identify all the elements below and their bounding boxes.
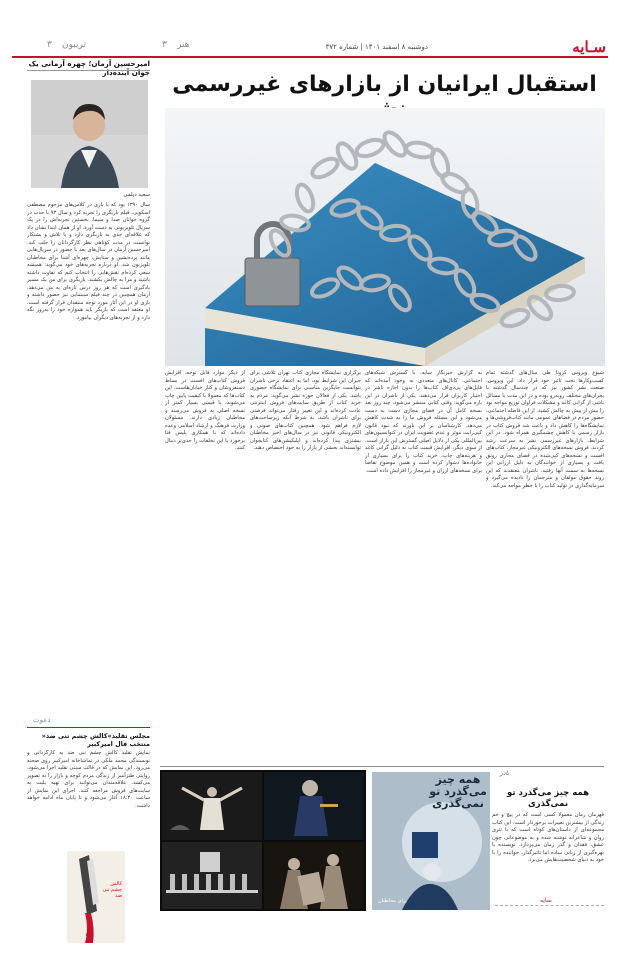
chained-book-illustration — [165, 108, 605, 366]
hero-image-chained-book — [165, 108, 605, 366]
book-review-body: قهرمان رمان معمولا کسی است که در پیچ و خم زندگی از بیشترین تغییرات برخوردار است. این کتاب مجموعه‌ای از داستان‌های کوتاه است که با نثری روان و شاعرانه نوشته شده و به موضوعاتی چون عشق، فقدان و گذر زمان می‌پردازد. نویسنده با بهره‌گیری از زبانی ساده اما تاثیرگذار، خواننده را با خود به دنیای شخصیت‌هایش می‌برد. — [492, 812, 604, 863]
newspaper-logo[interactable]: سـایه — [572, 38, 606, 56]
page-number-left: ۳ — [47, 40, 52, 50]
divider — [160, 766, 604, 767]
column-byline: نادر — [500, 770, 510, 777]
padlock-icon — [245, 258, 300, 306]
poster-title: کالش چشم تنی ضد — [102, 881, 122, 899]
invite-title: مجلس تقلید»کالش چشم تنی ضد« منتخب فال امیرکبیر — [41, 732, 150, 748]
divider — [495, 905, 604, 906]
page-number: ۳ — [162, 40, 167, 50]
sidebar-profile — [27, 56, 150, 916]
section-label-art: هنر — [177, 40, 190, 50]
sidebar-body: سال ۱۳۹۰ بود که با بازی در کلاس‌های مرحوم مصطفی اسکویی، فیلم بازیگری را تجربه کرد و سال ۹۳ با جذب در گروه جوانان صدا و سیما، نخستین تجربه‌اش را در یک سریال تلویزیونی به دست آورد. او از همان ابتدا نشان داد که علاقه‌ای جدی به بازیگری دارد و با تلاش و پشتکار توانست در مدت کوتاهی نظر کارگردانان را جلب کند. امیرحسین آرمان در سال‌های بعد با حضور در سریال‌هایی مانند پرده‌نشین و ستایش، چهره‌ای آشنا برای مخاطبان تلویزیون شد. او درباره تجربه‌های خود می‌گوید: همیشه سعی کرده‌ام نقش‌هایی را انتخاب کنم که تفاوت داشته باشند و مرا به چالش بکشند. بازیگری برای من یک مسیر یادگیری است که هر روز درس تازه‌ای به من می‌دهد. آرمان همچنین در چند فیلم سینمایی نیز حضور داشته و بازی او در این آثار مورد توجه منتقدان قرار گرفته است. او معتقد است که بازیگر باید همواره خود را به‌روز نگه دارد و از تجربه‌های دیگران بیاموزد. — [27, 202, 150, 321]
article-column-1: شیوع ویروس کرونا طی سال‌های گذشته تمام کسب‌وکارها تحت تاثیر خود قرار داد. این ویروس، صنعت نشر کشور نیز که در چندسال گذشته با بحران‌های مختلف روبه‌رو بوده و در این مدت با مسائل ناشی از گرانی کاغذ و مشکلات فراوان توزیع مواجه بود را بیش از پیش به چالش کشید. از این فاصله اجتماعی، حضور مردم در فضاهای عمومی مانند کتاب‌فروشی‌ها و نمایشگاه‌ها را کاهش داد و باعث شد فروش کتاب در بازار رسمی با کاهش چشمگیری همراه شود. در این شرایط، بازارهای غیررسمی نشر به سرعت رشد کردند. فروش نسخه‌های الکترونیکی غیرمجاز، کتاب‌های افست و نسخه‌های کپی‌شده در فضای مجازی رونق یافت و بسیاری از خوانندگان به دلیل ارزانی این نسخه‌ها به سمت آنها رفتند. ناشران معتقدند که این روند حقوق مولفان و مترجمان را نادیده می‌گیرد و سرمایه‌گذاری در تولید کتاب را با خطر مواجه می‌کند. — [486, 370, 604, 489]
masthead — [12, 38, 608, 58]
sidebar-title: امیرحسین آرمان؛ چهره آرمانی یک جوان آینده‌دار — [28, 59, 150, 77]
main-headline: استقبال ایرانیان از بازارهای غیررسمی — [172, 72, 597, 97]
actor-portrait — [31, 80, 148, 188]
book-cover-caption: برای مخاطبان — [378, 898, 408, 904]
theatre-photo-collage — [160, 770, 366, 911]
invite-body: نمایش تقلید کالش چشم تنی ضد به کارگردانی و نویسندگی محمد ملکی در تماشاخانه امیرکبیر روی صحنه می‌رود. این نمایش که در قالب سنتی تقلید اجرا می‌شود، روایتی طنزآمیز از زندگی مردم کوچه و بازار را به تصویر می‌کشد. علاقه‌مندان می‌توانند برای تهیه بلیت به سایت‌های فروش مراجعه کنند. اجرای این نمایش از ساعت ۱۸:۳۰ آغاز می‌شود و تا پایان ماه ادامه خواهد داشت. — [27, 750, 150, 809]
article-column-2: به گزارش خبرنگار سایه، با گسترش شبکه‌های اجتماعی، کانال‌های متعددی به وجود آمده‌اند که فایل‌های پی‌دی‌اف کتاب‌ها را بدون اجازه ناشر در اختیار کاربران قرار می‌دهند. یکی از ناشران در این باره می‌گوید: وقتی کتابی منتشر می‌شود، چند روز بعد نسخه کامل آن در فضای مجازی دست به دست می‌شود و این مسئله فروش ما را به شدت کاهش می‌دهد. کارشناسان بر این باورند که نبود قانون کپی‌رایت موثر و عدم عضویت ایران در کنوانسیون‌های بین‌المللی یکی از دلایل اصلی گسترش این بازار است. از سوی دیگر، افزایش قیمت کتاب به دلیل گرانی کاغذ و هزینه‌های چاپ، خرید کتاب را برای بسیاری از خانواده‌ها دشوار کرده است و همین موضوع تقاضا برای نسخه‌های ارزان و غیرمجاز را افزایش داده است. — [365, 370, 482, 474]
section-label-tribune: تریبون — [62, 40, 86, 50]
portrait-caption: سعید دیلمی — [123, 192, 150, 198]
book-review-title: همه چیز می‌گذرد تو نمی‌گذری — [507, 788, 589, 809]
article-column-3: برگزاری نمایشگاه مجازی کتاب تهران تلاشی برای جبران این شرایط بود، اما به اعتقاد برخی ناشران نتوانست جایگزین مناسبی برای نمایشگاه حضوری باشد. یکی از فعالان حوزه نشر می‌گوید: مردم به خرید کتاب از طریق سایت‌های فروش اینترنتی عادت کرده‌اند و این تغییر رفتار می‌تواند فرصتی برای ناشران باشد، به شرط آنکه زیرساخت‌های لازم فراهم شود. همچنین کتاب‌های صوتی و الکترونیکی قانونی نیز در سال‌های اخیر مخاطبان بیشتری پیدا کرده‌اند و اپلیکیشن‌های کتابخوان توانسته‌اند بخشی از بازار را به خود اختصاص دهند. — [250, 370, 361, 451]
invite-section-header — [27, 716, 150, 728]
book-cover-title: همه چیز می‌گذرد تو نمی‌گذری — [429, 773, 487, 810]
article-column-4: از دیگر موارد قابل توجه، افزایش فروش کتاب‌های افست در بساط دستفروشان و کنار خیابان‌هاست. این کتاب‌ها که معمولا با کیفیت پایین چاپ می‌شوند، با قیمتی بسیار کمتر از نسخه اصلی به فروش می‌رسند و مخاطبان زیادی دارند. مسئولان وزارت فرهنگ و ارشاد اسلامی وعده داده‌اند که با همکاری پلیس فتا برخورد با این تخلفات را جدی‌تر دنبال کنند. — [165, 370, 245, 451]
footer-logo: سایه — [540, 897, 552, 904]
invite-label: دعوت — [33, 716, 51, 724]
issue-date: دوشنبه ۸ اسفند ۱۴۰۱ | شماره ۳۷۲ — [325, 43, 428, 51]
play-poster — [67, 851, 125, 943]
book-cover-image — [372, 772, 490, 910]
divider — [27, 70, 150, 71]
